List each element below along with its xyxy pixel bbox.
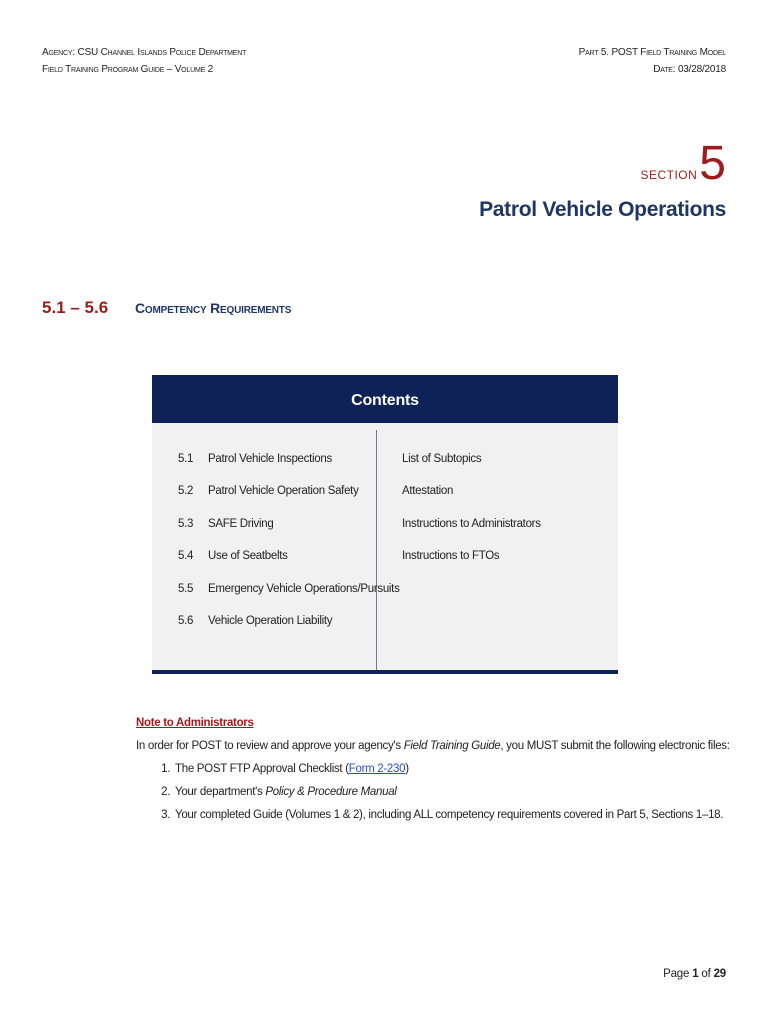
- page-label: Page: [663, 968, 693, 980]
- submission-item-text: Your department's: [175, 786, 266, 798]
- agency-value: CSU Channel Islands Police Department: [77, 47, 247, 58]
- contents-item[interactable]: [178, 485, 400, 517]
- contents-extra-item[interactable]: List of Subtopics: [402, 453, 482, 465]
- contents-extra-item[interactable]: Instructions to Administrators: [402, 517, 541, 530]
- section-word: SECTION: [640, 168, 698, 182]
- note-intro-text: In order for POST to review and approve your agency's: [136, 740, 404, 752]
- page-number: 1: [692, 968, 699, 980]
- contents-item-number: 5.4: [178, 550, 194, 563]
- contents-item-label: Use of Seatbelts: [208, 550, 288, 563]
- page-header-left: [42, 44, 246, 78]
- submission-item: [173, 781, 730, 804]
- page-footer: [663, 968, 726, 980]
- note-intro-emphasis: Field Training Guide: [403, 740, 501, 752]
- contents-right-column: [402, 453, 541, 583]
- agency-label: Agency:: [42, 47, 75, 58]
- submission-item-emphasis: Policy & Procedure Manual: [265, 786, 397, 798]
- contents-item-label: Emergency Vehicle Operations/Pursuits: [208, 582, 400, 595]
- contents-left-column: [178, 453, 400, 647]
- page-total: 29: [713, 968, 726, 980]
- agency-line: [42, 44, 246, 61]
- contents-item-label: Patrol Vehicle Operation Safety: [208, 485, 359, 498]
- note-to-administrators: [136, 712, 730, 827]
- contents-item-label: Patrol Vehicle Inspections: [208, 453, 332, 465]
- section-marker: [640, 137, 726, 190]
- submission-item-text: Your completed Guide (Volumes 1 & 2), including ALL competency requirements covered in Part 5, Sections 1–18.: [175, 809, 724, 821]
- contents-bottom-bar: [152, 670, 618, 674]
- date-label: Date:: [653, 64, 676, 75]
- contents-item-number: 5.1: [178, 453, 194, 465]
- page-header-right: [579, 44, 726, 78]
- guide-line: Field Training Program Guide – Volume 2: [42, 64, 213, 75]
- competency-range: 5.1 – 5.6: [42, 298, 109, 317]
- part-line: Part 5. POST Field Training Model: [578, 47, 726, 58]
- note-title: Note to Administrators: [136, 717, 254, 729]
- submission-list: [136, 758, 730, 827]
- date-line: [579, 61, 726, 78]
- contents-extra-item[interactable]: Attestation: [402, 485, 454, 498]
- contents-item-number: 5.5: [178, 582, 194, 595]
- note-intro-text-end: , you MUST submit the following electronic files:: [500, 740, 730, 752]
- page-of-label: of: [698, 968, 714, 980]
- contents-extra-item[interactable]: Instructions to FTOs: [402, 550, 500, 563]
- section-title: Patrol Vehicle Operations: [479, 198, 726, 221]
- contents-item[interactable]: [178, 550, 400, 582]
- competency-title: Competency Requirements: [135, 300, 292, 316]
- contents-item[interactable]: [178, 453, 400, 485]
- submission-item-text: The POST FTP Approval Checklist (: [175, 763, 349, 775]
- contents-heading: Contents: [152, 375, 618, 423]
- contents-item-number: 5.2: [178, 485, 194, 498]
- contents-box: [152, 375, 618, 674]
- submission-item-text-end: ): [405, 763, 409, 775]
- date-value: 03/28/2018: [677, 64, 726, 75]
- submission-item: [173, 758, 730, 781]
- contents-item[interactable]: [178, 615, 400, 647]
- contents-item[interactable]: [178, 583, 400, 615]
- note-intro: [136, 735, 730, 758]
- form-2-230-link[interactable]: Form 2-230: [348, 763, 406, 775]
- submission-item: [173, 804, 730, 827]
- contents-item-label: SAFE Driving: [208, 517, 274, 530]
- contents-item-label: Vehicle Operation Liability: [208, 614, 333, 627]
- contents-item[interactable]: [178, 518, 400, 550]
- contents-item-number: 5.6: [178, 614, 194, 627]
- contents-item-number: 5.3: [178, 517, 194, 530]
- section-number: 5: [699, 137, 726, 190]
